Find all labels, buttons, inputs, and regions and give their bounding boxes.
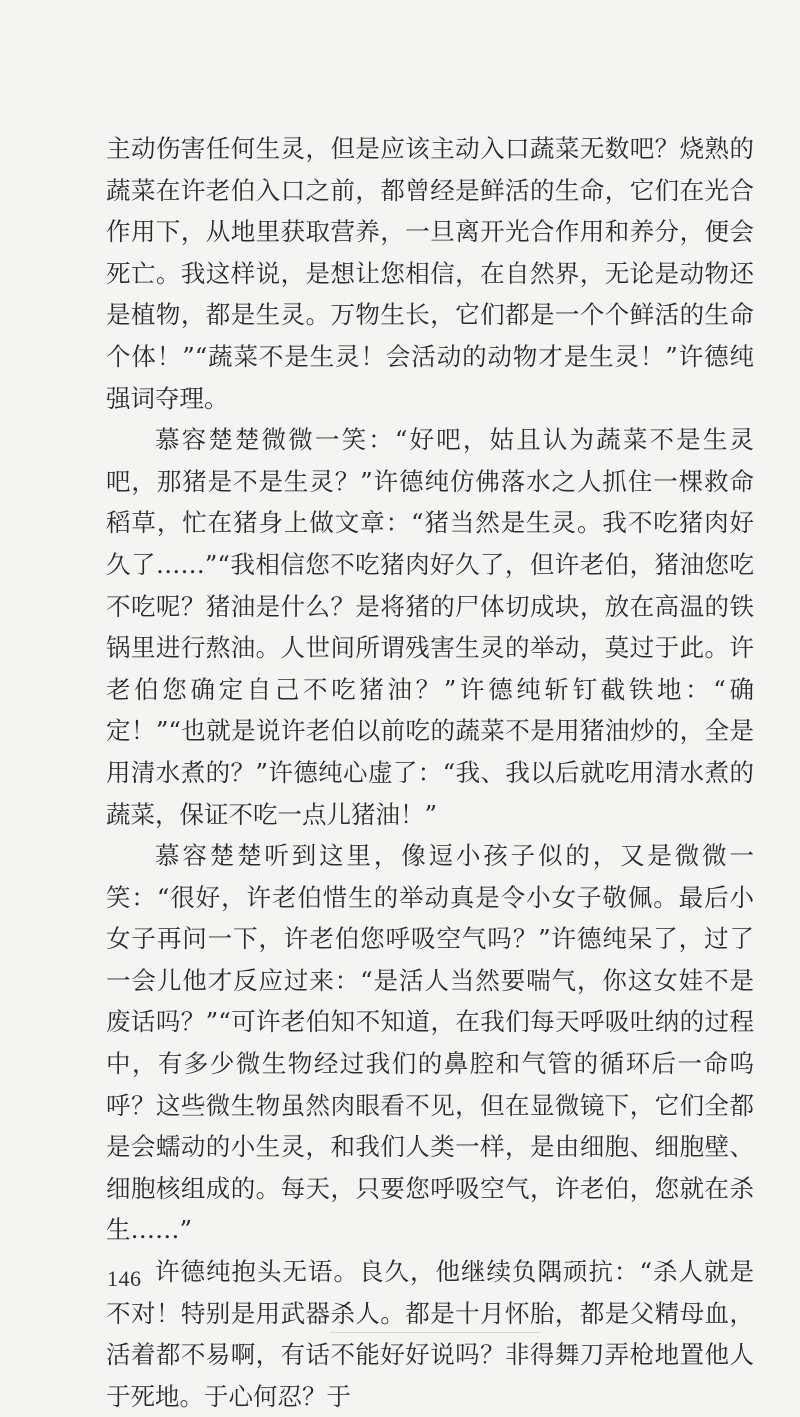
paragraph-4: 许德纯抱头无语。良久，他继续负隅顽抗：“杀人就是不对！特别是用武器杀人。都是十月怀胎，都是父精母血，活着都不易啊，有话不能好好说吗？非得舞刀弄枪地置他人于死地。于心何忍？于 — [106, 1257, 754, 1411]
paragraph-1: 主动伤害任何生灵，但是应该主动入口蔬菜无数吧？烧熟的蔬菜在许老伯入口之前，都曾经是鲜活的生命，它们在光合作用下，从地里获取营养，一旦离开光合作用和养分，便会死亡。我这样说，是想让您相信，在自然界，无论是动物还是植物，都是生灵。万物生长，它们都是一个个鲜活的生命个体！”“蔬菜不是生灵！会活动的动物才是生灵！”许德纯强词夺理。 — [106, 134, 754, 413]
bottom-edge-line — [330, 1332, 540, 1333]
paragraph-3: 慕容楚楚听到这里，像逗小孩子似的，又是微微一笑：“很好，许老伯惜生的举动真是令小女子敬佩。最后小女子再问一下，许老伯您呼吸空气吗？”许德纯呆了，过了一会儿他才反应过来：“是活人当然要喘气，你这女娃不是废话吗？”“可许老伯知不知道，在我们每天呼吸吐纳的过程中，有多少微生物经过我们的鼻腔和气管的循环后一命呜呼？这些微生物虽然肉眼看不见，但在显微镜下，它们全都是会蠕动的小生灵，和我们人类一样，是由细胞、细胞壁、细胞核组成的。每天，只要您呼吸空气，许老伯，您就在杀生……” — [106, 841, 754, 1245]
paragraph-2: 慕容楚楚微微一笑：“好吧，姑且认为蔬菜不是生灵吧，那猪是不是生灵？”许德纯仿佛落水之人抓住一棵救命稻草，忙在猪身上做文章：“猪当然是生灵。我不吃猪肉好久了……”“我相信您不吃猪肉好久了，但许老伯，猪油您吃不吃呢？猪油是什么？是将猪的尸体切成块，放在高温的铁锅里进行熬油。人世间所谓残害生灵的举动，莫过于此。许老伯您确定自己不吃猪油？”许德纯斩钉截铁地：“确定！”“也就是说许老伯以前吃的蔬菜不是用猪油炒的，全是用清水煮的？”许德纯心虚了：“我、我以后就吃用清水煮的蔬菜，保证不吃一点儿猪油！” — [106, 425, 754, 829]
body-text — [106, 128, 754, 1417]
page-number: 146 — [107, 1266, 142, 1291]
